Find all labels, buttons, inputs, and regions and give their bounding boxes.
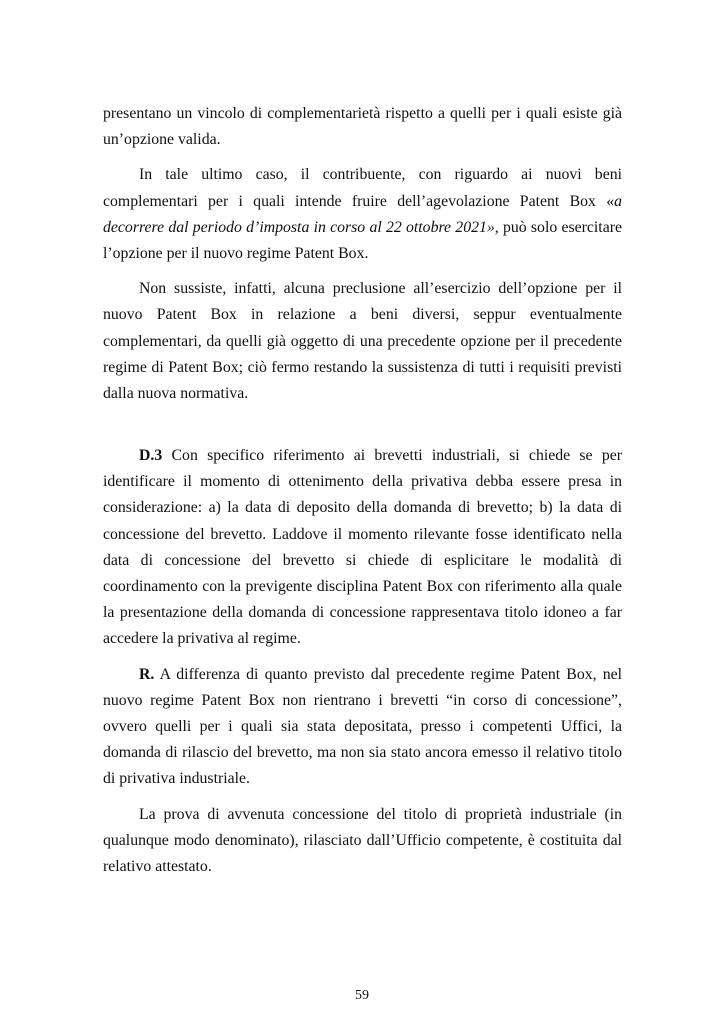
text-line: coordinamento con la previgente disciplina Patent Box con riferimento alla quale (103, 578, 622, 595)
text-line: nuovo regime Patent Box non rientrano i brevetti “in corso di concessione”, (103, 691, 622, 709)
text-line: accedere la privativa al regime. (103, 630, 301, 648)
text-line: complementari, da quelli già oggetto di una precedente opzione per il precedente (103, 332, 622, 350)
page-body (103, 101, 622, 880)
text-run: Con specifico riferimento ai brevetti industriali, si chiede se per (162, 447, 622, 465)
text-line (103, 215, 622, 241)
text-line: domanda di rilascio del brevetto, ma non sia stato ancora emesso il relativo titolo (103, 744, 622, 762)
text-line: qualunque modo denominato), rilasciato dall’Ufficio competente, è costituita dal (103, 831, 622, 849)
text-line: La prova di avvenuta concessione del titolo di proprietà industriale (in (139, 805, 622, 823)
text-run: complementari per i quali intende fruire dell’agevolazione Patent Box « (103, 192, 615, 210)
paragraph-no-preclusion (103, 276, 622, 407)
text-line: un’opzione valida. (103, 131, 221, 149)
text-line (103, 662, 622, 688)
text-line: di privativa industriale. (103, 770, 250, 788)
answer-r (103, 662, 622, 793)
quoted-text-italic: a (614, 192, 622, 210)
text-line: ovvero quelli per i quali sia stata depositata, presso i competenti Uffici, la (103, 717, 622, 735)
paragraph-proof (103, 802, 622, 881)
text-line: considerazione: a) la data di deposito della domanda di brevetto; b) la data di (103, 499, 622, 517)
question-label: D.3 (139, 447, 163, 465)
text-line: presentano un vincolo di complementarietà rispetto a quelli per i quali esiste già (103, 105, 622, 122)
paragraph-last-case (103, 162, 622, 267)
text-line: nuovo Patent Box in relazione a beni diversi, seppur eventualmente (103, 306, 622, 324)
quoted-text-italic: decorrere dal periodo d’imposta in corso al 22 ottobre 2021», (103, 218, 499, 236)
text-line: relativo attestato. (103, 857, 212, 875)
text-line (103, 443, 622, 469)
text-line: regime di Patent Box; ciò fermo restando la sussistenza di tutti i requisiti previsti (103, 358, 622, 376)
answer-label: R. (139, 665, 155, 683)
paragraph-continuation (103, 101, 622, 153)
text-line: dalla nuova normativa. (103, 384, 249, 402)
text-line: concessione del brevetto. Laddove il momento rilevante fosse identificato nella (103, 525, 622, 543)
text-run: A differenza di quanto previsto dal precedente regime Patent Box, nel (154, 665, 622, 683)
page-number: 59 (355, 988, 369, 1003)
text-line: Non sussiste, infatti, alcuna preclusione all’esercizio dell’opzione per il (139, 280, 622, 298)
text-line: la presentazione della domanda di concessione rappresentava titolo idoneo a far (103, 604, 622, 622)
text-line: In tale ultimo caso, il contribuente, con riguardo ai nuovi beni (139, 166, 622, 184)
question-d3 (103, 443, 622, 653)
text-line: data di concessione del brevetto si chiede di esplicitare le modalità di (103, 551, 622, 569)
text-line: l’opzione per il nuovo regime Patent Box. (103, 244, 369, 262)
text-line: identificare il momento di ottenimento della privativa debba essere presa in (103, 473, 622, 491)
text-run: può solo esercitare (498, 218, 622, 236)
text-line (103, 189, 622, 215)
